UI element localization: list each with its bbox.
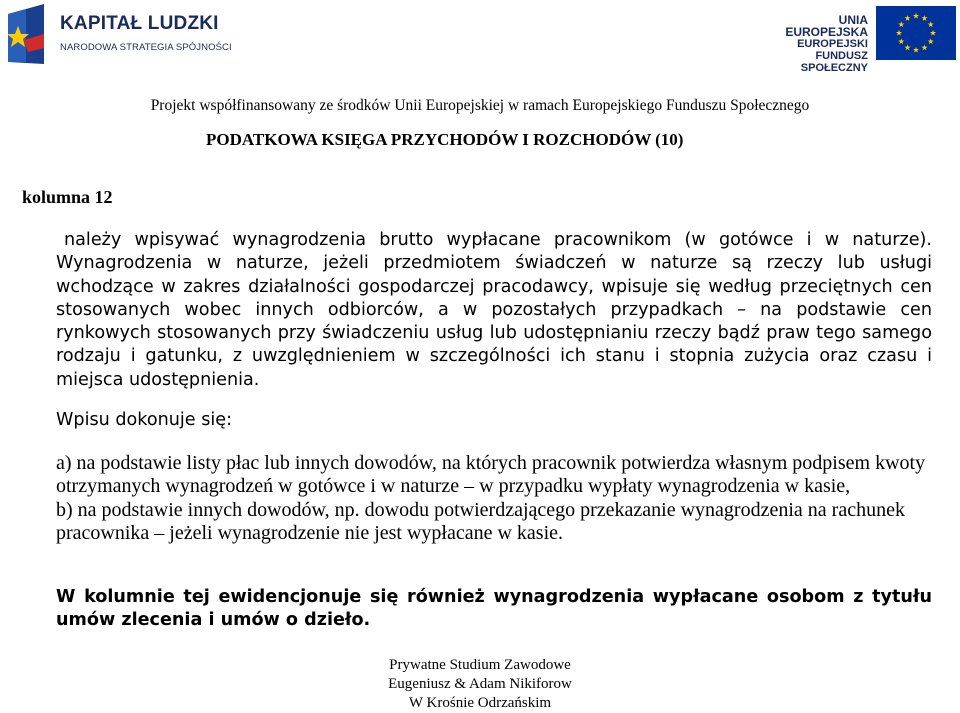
eu-logo-line2: EUROPEJSKI xyxy=(797,38,868,50)
eu-logo-text xyxy=(756,14,868,74)
page-title: PODATKOWA KSIĘGA PRZYCHODÓW I ROZCHODÓW (10) xyxy=(206,130,684,149)
description-paragraph: należy wpisywać wynagrodzenia brutto wypłacane pracownikom (w gotówce i w naturze). Wynagrodzenia w naturze, jeżeli przedmiotem świadczeń w naturze są rzeczy lub usługi wchodzące w zakres działalności gospodarczej pracodawcy, wpisuje się według przeciętnych cen stosowanych wobec innych odbiorców, a w pozostałych przypadkach – na podstawie cen rynkowych stosowanych przy świadczeniu usług lub udostępnianiu rzeczy bądź praw tego samego rodzaju i gatunku, z uwzględnieniem w szczególności ich stanu i stopnia zużycia oraz czasu i miejsca udostępnienia. xyxy=(56,230,932,390)
eu-logo-line3: FUNDUSZ SPOŁECZNY xyxy=(800,50,868,74)
entry-method-a: a) na podstawie listy płac lub innych dowodów, na których pracownik potwierdza własnym podpisem kwoty otrzymanych wynagrodzeń w gotówce i w naturze – w przypadku wypłaty wynagrodzenia w kasie, xyxy=(56,452,926,498)
entry-method-b: b) na podstawie innych dowodów, np. dowodu potwierdzającego przekazanie wynagrodzenia na rachunek pracownika – jeżeli wynagrodzenie nie jest wypłacane w kasie. xyxy=(56,498,905,544)
footer-line3: W Krośnie Odrzańskim xyxy=(408,695,552,711)
eu-flag-icon xyxy=(876,6,956,60)
footer-line1: Prywatne Studium Zawodowe xyxy=(389,657,571,673)
kapital-ludzki-title: KAPITAŁ LUDZKI xyxy=(60,13,219,34)
eu-logo-line1: UNIA EUROPEJSKA xyxy=(785,13,868,39)
footer xyxy=(0,656,960,713)
project-cofinancing-line: Projekt współfinansowany ze środków Unii Europejskiej w ramach Europejskiego Funduszu Społecznego xyxy=(150,97,810,114)
column-description xyxy=(56,229,932,392)
final-note: W kolumnie tej ewidencjonuje się również wynagrodzenia wypłacane osobom z tytułu umów zlecenia i umów o dzieło. xyxy=(56,587,932,631)
kapital-ludzki-logo xyxy=(6,4,232,64)
kapital-ludzki-subtitle: NARODOWA STRATEGIA SPÓJNOŚCI xyxy=(60,42,232,53)
eu-logo xyxy=(756,4,956,74)
column-label: kolumna 12 xyxy=(22,187,113,207)
entry-heading: Wpisu dokonuje się: xyxy=(56,410,233,430)
footer-line2: Eugeniusz & Adam Nikiforow xyxy=(388,676,572,692)
kapital-ludzki-logo-icon xyxy=(6,4,46,64)
entry-methods-list xyxy=(56,452,936,545)
